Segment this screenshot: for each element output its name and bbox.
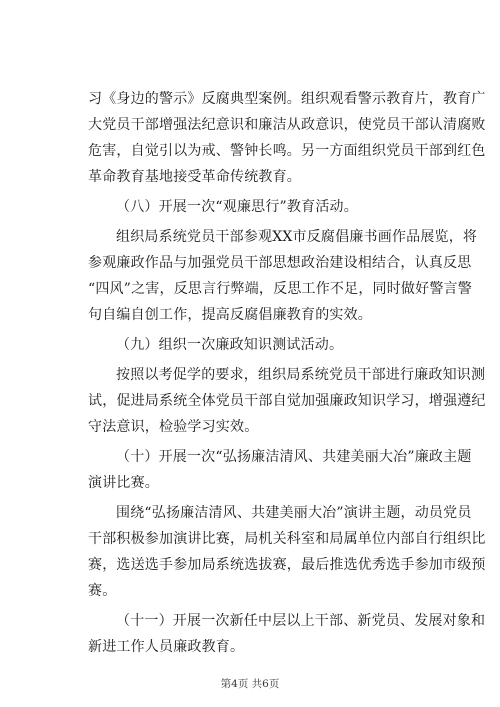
document-body bbox=[88, 86, 486, 664]
text-line: 围绕“弘扬廉洁清风、共建美丽大冶”演讲主题，动员党员 bbox=[116, 505, 472, 521]
paragraph bbox=[88, 500, 486, 604]
text-line: 新进工作人员廉政教育。 bbox=[88, 639, 245, 655]
text-line: “四风”之害，反思言行弊端，反思工作不足，同时做好警言警 bbox=[88, 281, 472, 297]
text-line: 习《身边的警示》反腐典型案例。组织观看警示教育片，教育广 bbox=[88, 91, 486, 107]
text-line: 守法意识，检验学习实效。 bbox=[88, 419, 259, 435]
paragraph bbox=[88, 362, 486, 440]
text-line: （九）组织一次廉政知识测试活动。 bbox=[116, 337, 344, 353]
text-line: 句自编自创工作，提高反腐倡廉教育的实效。 bbox=[88, 307, 372, 323]
text-line: 危害，自觉引以为戒、警钟长鸣。另一方面组织党员干部到红色 bbox=[88, 143, 486, 159]
text-line: 组织局系统党员干部参观XX市反腐倡廉书画作品展览，将 bbox=[116, 229, 478, 245]
text-line: 演讲比赛。 bbox=[88, 475, 159, 491]
text-line: （十）开展一次“弘扬廉洁清风、共建美丽大冶”廉政主题 bbox=[116, 449, 472, 465]
section-heading bbox=[88, 332, 412, 358]
text-line: （八）开展一次“观廉思行”教育活动。 bbox=[116, 199, 358, 215]
paragraph bbox=[88, 224, 478, 328]
page-number: 第4页 共6页 bbox=[220, 678, 280, 690]
text-line: 大党员干部增强法纪意识和廉洁从政意识，使党员干部认清腐败 bbox=[88, 117, 486, 133]
paragraph bbox=[88, 86, 486, 190]
text-line: 干部积极参加演讲比赛，局机关科室和局属单位内部自行组织比 bbox=[88, 531, 486, 547]
section-heading bbox=[88, 608, 486, 660]
section-heading bbox=[88, 444, 472, 496]
text-line: 革命教育基地接受革命传统教育。 bbox=[88, 169, 301, 185]
text-line: 赛。 bbox=[88, 583, 117, 599]
text-line: （十一）开展一次新任中层以上干部、新党员、发展对象和 bbox=[116, 613, 486, 629]
text-line: 试，促进局系统全体党员干部自觉加强廉政知识学习，增强遵纪 bbox=[88, 393, 486, 409]
text-line: 赛，选送选手参加局系统选拔赛，最后推选优秀选手参加市级预 bbox=[88, 557, 486, 573]
text-line: 参观廉政作品与加强党员干部思想政治建设相结合，认真反思 bbox=[88, 255, 472, 271]
text-line: 按照以考促学的要求，组织局系统党员干部进行廉政知识测 bbox=[116, 367, 486, 383]
section-heading bbox=[88, 194, 412, 220]
